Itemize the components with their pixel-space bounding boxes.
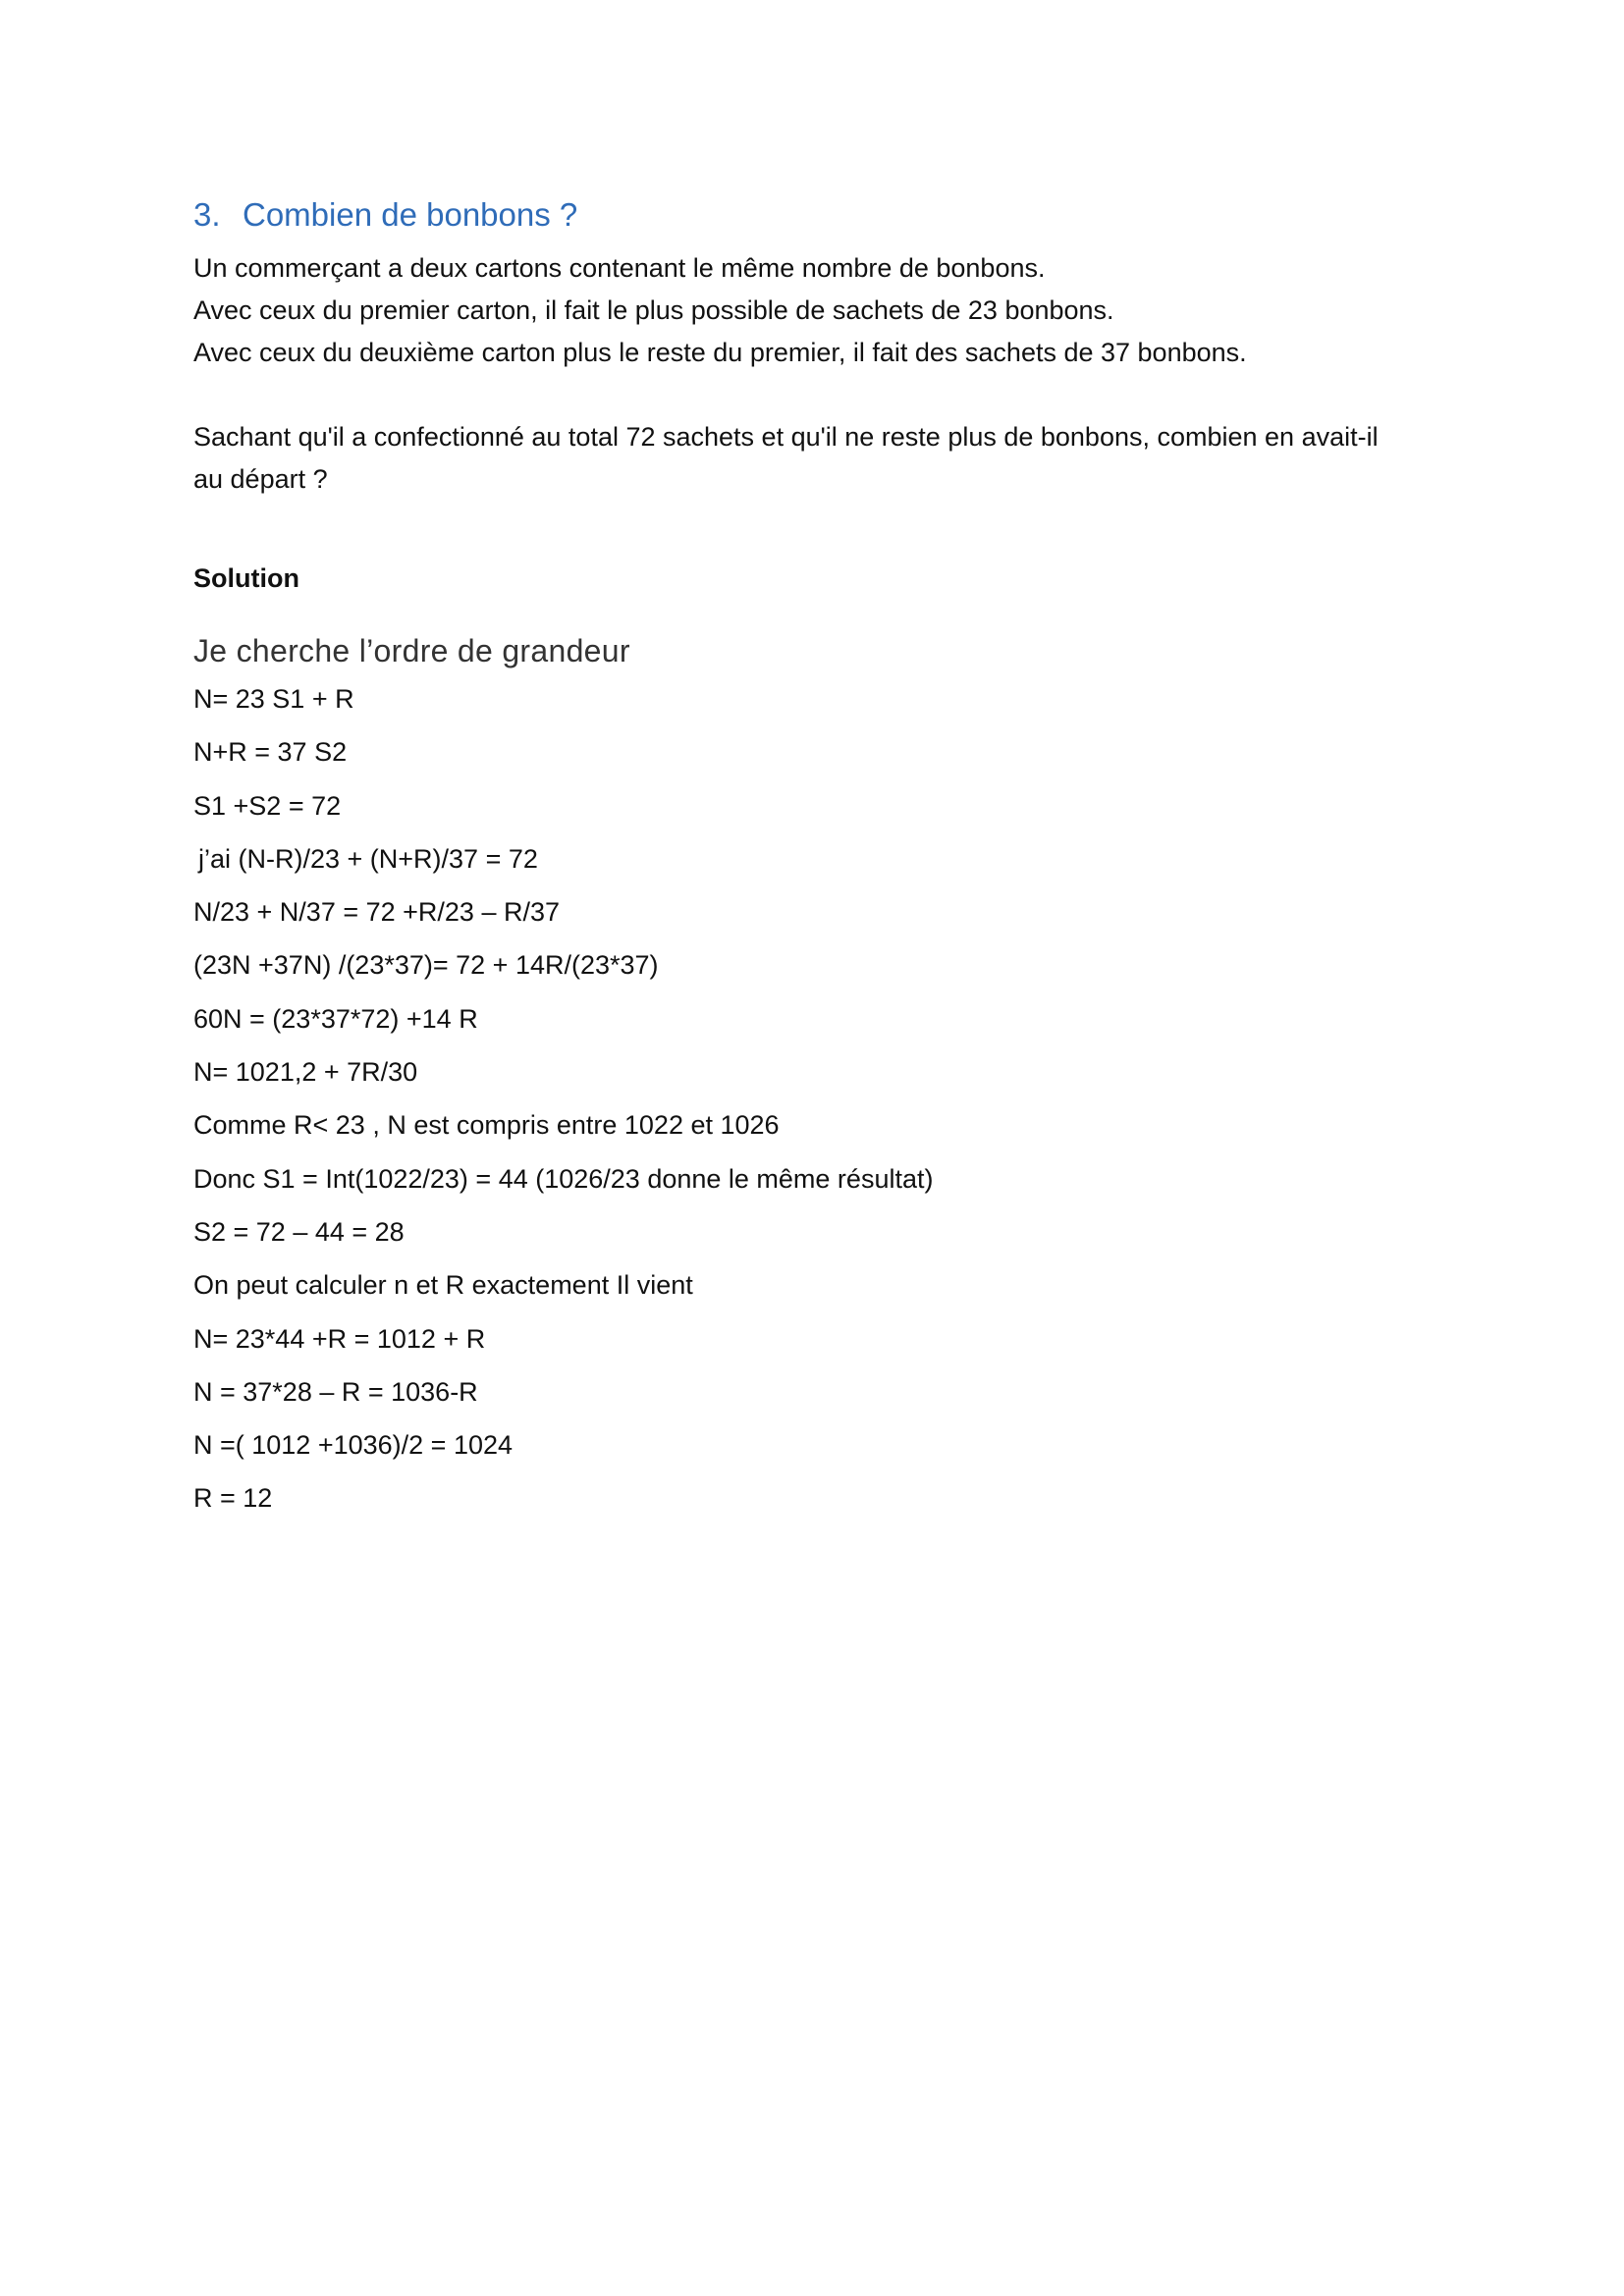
solution-step: 60N = (23*37*72) +14 R [193,1003,478,1034]
question-line: au départ ? [193,464,328,494]
section-heading [193,196,577,234]
paragraph-gap [193,374,1489,416]
problem-line: Un commerçant a deux cartons contenant le même nombre de bonbons. [193,253,1046,283]
solution-step: N= 1021,2 + 7R/30 [193,1057,418,1088]
solution-step: N =( 1012 +1036)/2 = 1024 [193,1430,514,1461]
solution-step: N/23 + N/37 = 72 +R/23 – R/37 [193,897,560,928]
solution-subheading: Je cherche l’ordre de grandeur [193,633,630,668]
section-number: 3. [193,196,221,233]
solution-step: R = 12 [193,1483,273,1514]
solution-step: j’ai (N-R)/23 + (N+R)/37 = 72 [198,843,538,874]
solution-step: N= 23*44 +R = 1012 + R [193,1323,486,1354]
solution-step: S2 = 72 – 44 = 28 [193,1216,405,1247]
solution-step: Comme R< 23 , N est compris entre 1022 et 1026 [193,1110,780,1141]
solution-step: S1 +S2 = 72 [193,790,342,821]
problem-statement [193,247,1489,501]
solution-step: N= 23 S1 + R [193,684,354,714]
problem-line: Avec ceux du premier carton, il fait le plus possible de sachets de 23 bonbons. [193,295,1114,325]
solution-step: (23N +37N) /(23*37)= 72 + 14R/(23*37) [193,950,659,981]
section-title: Combien de bonbons ? [243,196,578,233]
problem-line: Avec ceux du deuxième carton plus le reste du premier, il fait des sachets de 37 bonbons. [193,338,1247,367]
solution-label: Solution [193,563,299,593]
question-line: Sachant qu'il a confectionné au total 72 sachets et qu'il ne reste plus de bonbons, combien en avait-il [193,422,1379,452]
solution-step: N = 37*28 – R = 1036-R [193,1376,478,1407]
solution-steps [193,681,933,1534]
solution-step: On peut calculer n et R exactement Il vient [193,1270,693,1301]
solution-step: Donc S1 = Int(1022/23) = 44 (1026/23 donne le même résultat) [193,1163,934,1194]
solution-step: N+R = 37 S2 [193,737,348,768]
